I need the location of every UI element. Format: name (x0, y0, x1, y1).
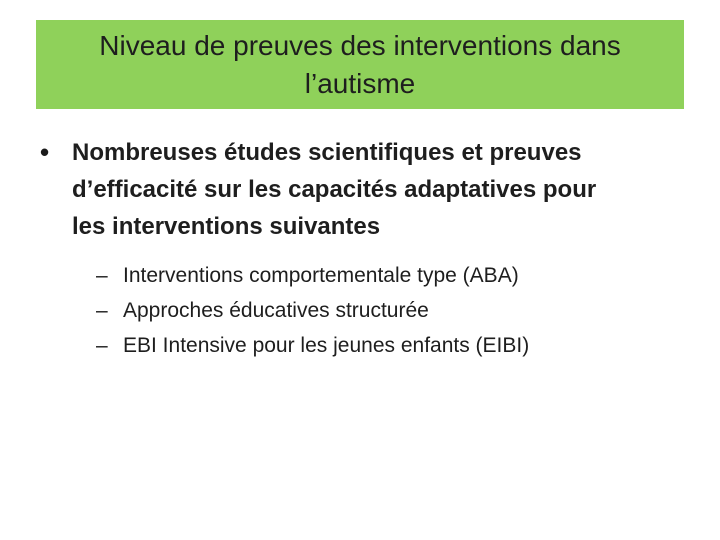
sub-bullet-item (96, 328, 690, 363)
main-bullet-line-2: d’efficacité sur les capacités adaptatives pour (72, 176, 597, 203)
dash-icon: – (96, 299, 108, 322)
dash-icon: – (96, 334, 108, 357)
slide-title-line-1: Niveau de preuves des interventions dans (99, 29, 621, 61)
sub-bullet-text-2: Approches éducatives structurée (123, 299, 429, 322)
sub-bullet-item (96, 293, 690, 328)
sub-bullet-list (96, 258, 690, 363)
sub-bullet-item (96, 258, 690, 293)
main-bullet-text (72, 134, 596, 245)
bullet-dot-icon: • (40, 137, 50, 167)
main-bullet-line-1: Nombreuses études scientifiques et preuves (72, 139, 582, 166)
slide-title-banner (36, 20, 684, 109)
sub-bullet-text-3: EBI Intensive pour les jeunes enfants (EIBI) (123, 334, 530, 357)
main-bullet (40, 134, 690, 245)
slide-body (40, 134, 690, 363)
dash-icon: – (96, 264, 108, 287)
main-bullet-line-3: les interventions suivantes (72, 213, 381, 240)
slide-title-line-2: l’autisme (304, 67, 416, 99)
sub-bullet-text-1: Interventions comportementale type (ABA) (123, 264, 519, 287)
